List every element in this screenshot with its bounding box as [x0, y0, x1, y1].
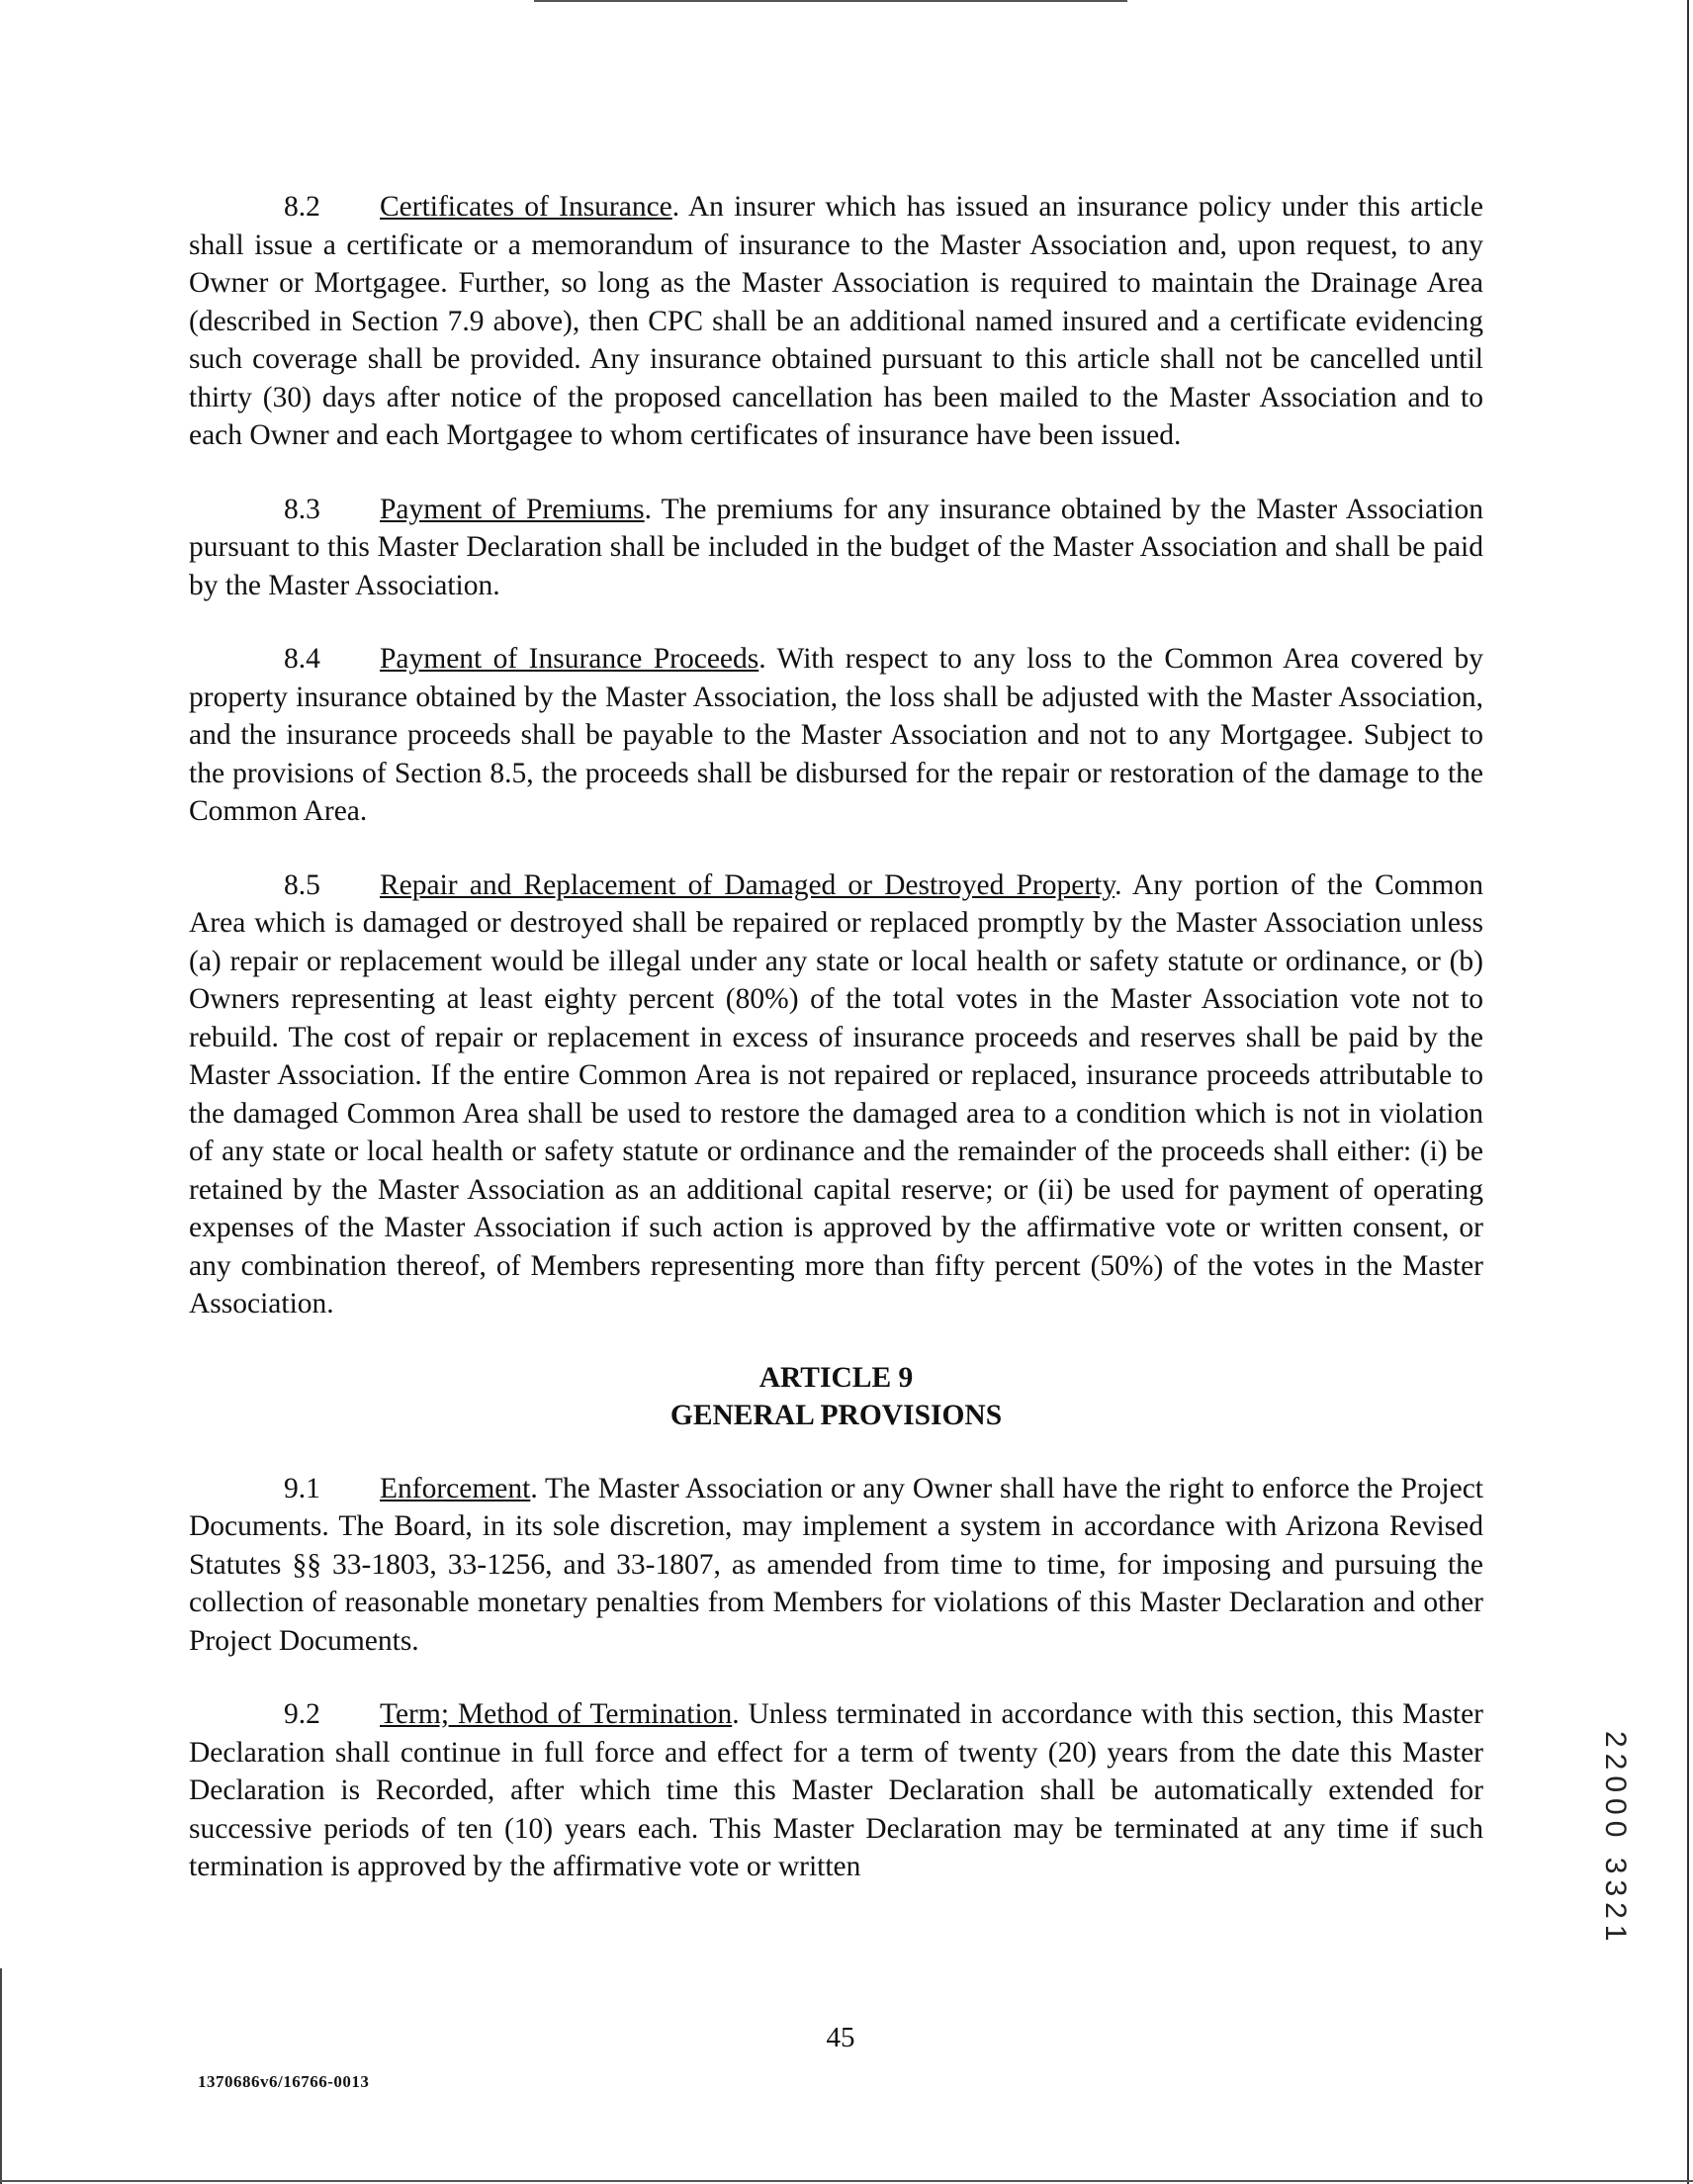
page-number: 45: [826, 2022, 855, 2053]
section-caption: Payment of Premiums: [380, 493, 645, 525]
section-text: . The premiums for any insurance obtained by the Master Association pursuant to this Master Declaration shall be included in the budget of the Master Association and shall be paid by the Master Association.: [189, 493, 1483, 601]
section-caption: Payment of Insurance Proceeds: [380, 643, 759, 675]
recording-stamp: 22000 3321: [1599, 1731, 1632, 1948]
section-text: . Any portion of the Common Area which is damaged or destroyed shall be repaired or replaced promptly by the Master Association unless (a) repair or replacement would be illegal under any state or local health or safety statute or ordinance, or (b) Owners representing at least eighty percent (80%) of the total votes in the Master Association vote not to rebuild. The cost of repair or replacement in excess of insurance proceeds and reserves shall be paid by the Master Association. If the entire Common Area is not repaired or replaced, insurance proceeds attributable to the damaged Common Area shall be used to restore the damaged area to a condition which is not in violation of any state or local health or safety statute or ordinance and the remainder of the proceeds shall either: (i) be retained by the Master Association as an additional capital reserve; or (ii) be used for payment of operating expenses of the Master Association if such action is approved by the affirmative vote or written consent, or any combination thereof, of Members representing more than fifty percent (50%) of the votes in the Master Association.: [189, 868, 1483, 1320]
scan-edge-left: [0, 1968, 2, 2184]
section-caption: Repair and Replacement of Damaged or Destroyed Property: [380, 868, 1115, 901]
section-caption: Enforcement: [380, 1472, 531, 1504]
section-9-1: [189, 1470, 1483, 1661]
document-body: [189, 188, 1483, 1922]
section-text: . The Master Association or any Owner shall have the right to enforce the Project Documents. The Board, in its sole discretion, may implement a system in accordance with Arizona Revised Statutes §§ 33-1803, 33-1256, and 33-1807, as amended from time to time, for imposing and pursuing the collection of reasonable monetary penalties from Members for violations of this Master Declaration and other Project Documents.: [189, 1472, 1483, 1657]
section-caption: Certificates of Insurance: [380, 191, 672, 223]
section-number: 9.2: [284, 1698, 320, 1730]
section-9-2: [189, 1695, 1483, 1886]
scan-edge-top: [534, 0, 1127, 2]
section-8-5: [189, 866, 1483, 1323]
article-heading: [189, 1359, 1483, 1434]
document-id: 1370686v6/16766-0013: [198, 2072, 370, 2091]
section-number: 8.2: [284, 191, 320, 223]
section-caption: Term; Method of Termination: [380, 1698, 733, 1730]
scan-edge-right: [1687, 0, 1689, 2184]
section-number: 8.3: [284, 493, 320, 525]
section-text: . With respect to any loss to the Common Area covered by property insurance obtained by the Master Association, the loss shall be adjusted with the Master Association, and the insurance proceeds shall be payable to the Master Association and not to any Mortgagee. Subject to the provisions of Section 8.5, the proceeds shall be disbursed for the repair or restoration of the damage to the Common Area.: [189, 643, 1483, 827]
section-8-3: [189, 491, 1483, 605]
section-8-2: [189, 188, 1483, 455]
section-number: 8.5: [284, 868, 320, 901]
section-number: 8.4: [284, 643, 320, 675]
section-number: 9.1: [284, 1472, 320, 1504]
section-8-4: [189, 640, 1483, 831]
scan-edge-bottom: [0, 2180, 1693, 2182]
article-subtitle: GENERAL PROVISIONS: [669, 1399, 1003, 1431]
article-title: ARTICLE 9: [758, 1361, 914, 1394]
section-text: . Unless terminated in accordance with this section, this Master Declaration shall continue in full force and effect for a term of twenty (20) years from the date this Master Declaration is Recorded, after which time this Master Declaration shall be automatically extended for successive periods of ten (10) years each. This Master Declaration may be terminated at any time if such termination is approved by the affirmative vote or written: [189, 1698, 1483, 1882]
section-text: . An insurer which has issued an insurance policy under this article shall issue a certificate or a memorandum of insurance to the Master Association and, upon request, to any Owner or Mortgagee. Further, so long as the Master Association is required to maintain the Drainage Area (described in Section 7.9 above), then CPC shall be an additional named insured and a certificate evidencing such coverage shall be provided. Any insurance obtained pursuant to this article shall not be cancelled until thirty (30) days after notice of the proposed cancellation has been mailed to the Master Association and to each Owner and each Mortgagee to whom certificates of insurance have been issued.: [189, 191, 1483, 451]
